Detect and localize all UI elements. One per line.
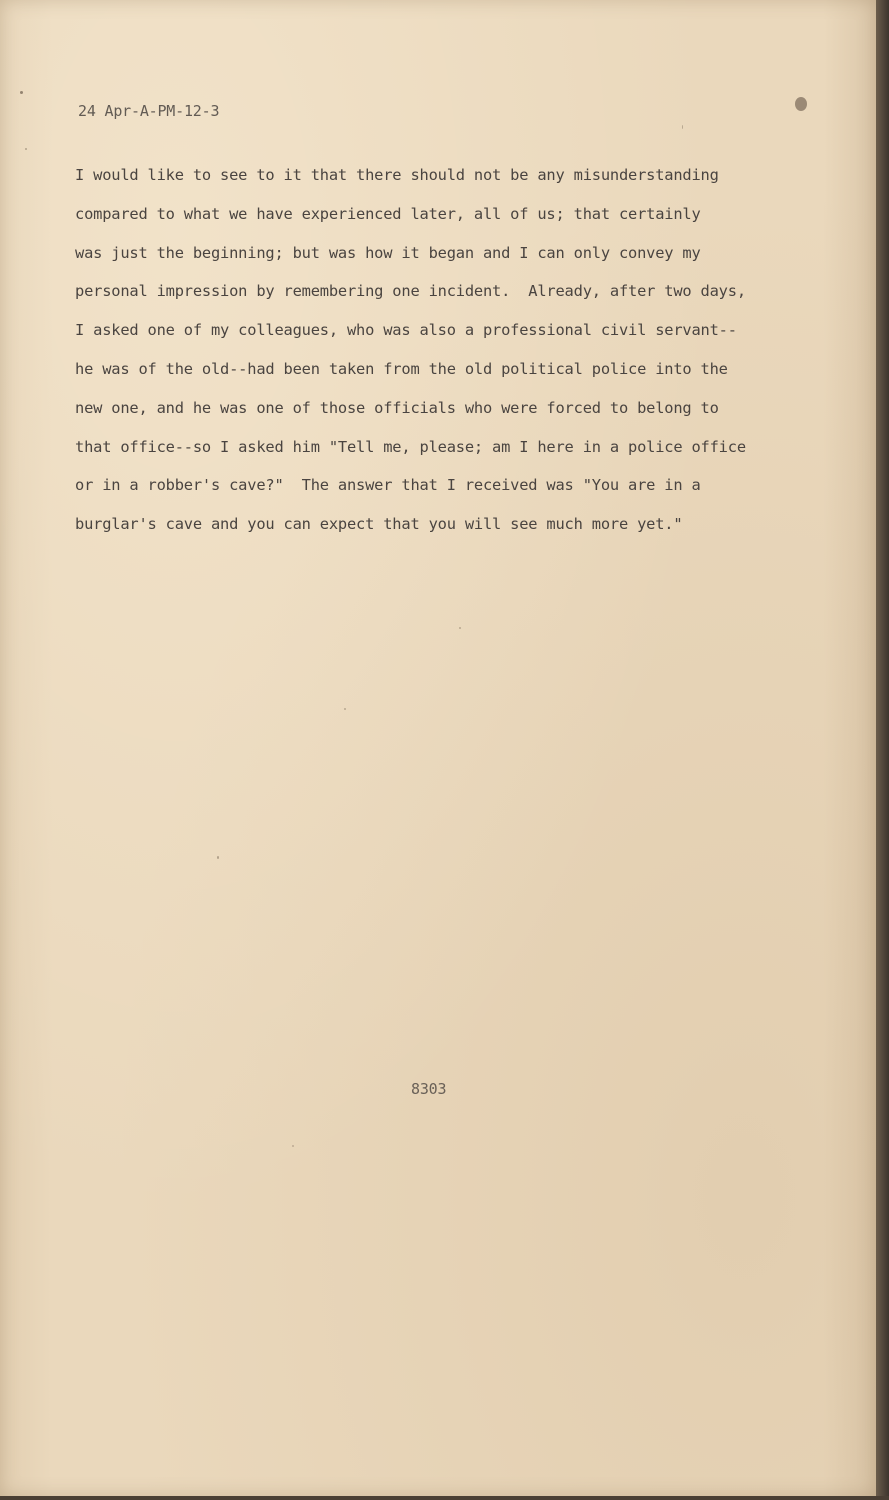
body-line: was just the beginning; but was how it began and I can only convey my <box>75 243 701 262</box>
paper-speck <box>20 91 23 94</box>
paper-speck <box>292 1145 294 1147</box>
body-line: I asked one of my colleagues, who was also a professional civil servant-- <box>75 321 737 340</box>
body-line: compared to what we have experienced later, all of us; that certainly <box>75 204 701 223</box>
body-line: I would like to see to it that there should not be any misunderstanding <box>75 166 719 184</box>
body-line: personal impression by remembering one incident. Already, after two days, <box>75 282 746 301</box>
document-header-id: 24 Apr-A-PM-12-3 <box>78 102 220 120</box>
paper-speck <box>344 708 346 710</box>
paper-speck <box>217 856 219 859</box>
page-number: 8303 <box>411 1080 447 1098</box>
paper-speck <box>25 148 27 150</box>
body-line: he was of the old--had been taken from the old political police into the <box>75 359 728 378</box>
transcript-body <box>75 163 795 551</box>
body-line: that office--so I asked him "Tell me, please; am I here in a police office <box>75 437 746 456</box>
body-line: burglar's cave and you can expect that you will see much more yet." <box>75 515 683 534</box>
scan-background-edge <box>876 0 889 1500</box>
paper-speck <box>459 627 461 629</box>
body-line: or in a robber's cave?" The answer that I received was "You are in a <box>75 476 701 495</box>
body-line: new one, and he was one of those officials who were forced to belong to <box>75 398 719 417</box>
paper-speck <box>682 125 683 129</box>
ink-blot <box>795 97 807 111</box>
scan-background-edge <box>0 1496 889 1500</box>
